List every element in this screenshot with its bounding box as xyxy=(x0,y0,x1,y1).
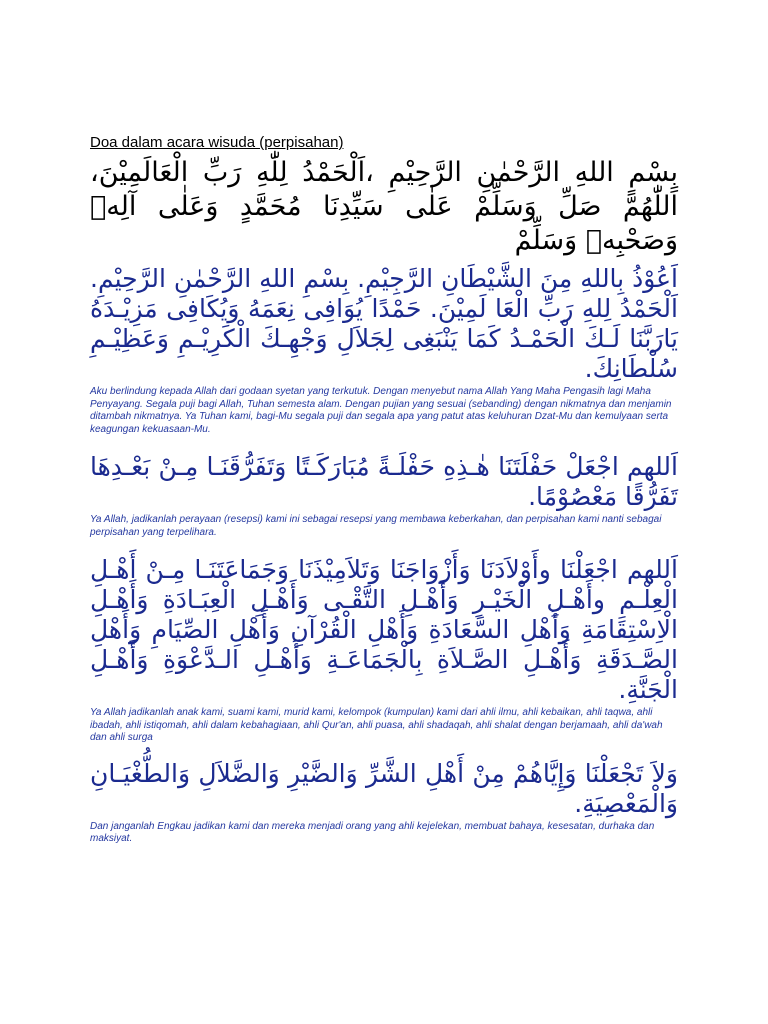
section-translation: Ya Allah, jadikanlah perayaan (resepsi) kami ini sebagai resepsi yang membawa keberkahan, dan perpisahan kami nanti sebagai perpisahan yang terpelihara. xyxy=(90,514,662,538)
section-arabic: اَللهم اجْعَلْ حَفْلَتَنَا هٰـذِهِ حَفْلَـةً مُبَارَكَـتًا وَتَفَرُّقَنَـا مِـنْ بَعْـدِهَا تَفَرُّقًا مَعْصُوْمًا. xyxy=(90,452,678,511)
section-translation: Ya Allah jadikanlah anak kami, suami kami, murid kami, kelompok (kumpulan) kami dari ahli ilmu, ahli kebaikan, ahli taqwa, ahli ibadah, ahli istiqomah, ahli dalam kebahagiaan, ahli Qur'an, ahli puasa, ahli shadaqah, ahli shalat dengan berjamaah, ahli da'wah dan ahli surga xyxy=(90,707,663,743)
section-doa-resepsi xyxy=(90,452,678,539)
section-taawudz xyxy=(90,264,678,436)
section-arabic: اَللهم اجْعَلْنَا وأَوْلاَدَنَا وَأَزْوَاجَنَا وَتَلاَمِيْذَنَا وَجَمَاعَتَنَـا مِـنْ أَهْـلِ الْعِلْـمِ وأَهْـلِ الْخَيْـرِ وَأَهْـلِ التَّقْـى وَأَهْـلِ الْعِبَـادَةِ وَأَهْـلِ الْاِسْتِقَامَةِ وَأَهْلِ السَّعَادَةِ وَأَهْلِ الْقُرْآنِ وَأَهْلِ الصِّيَامِ وَأَهْلِ الصَّـدَقَةِ وَأَهْـلِ الصَّـلاَةِ بِالْجَمَاعَـةِ وَأَهْـلِ الـدَّعْوَةِ وَأَهْـلِ الْجَنَّةِ. xyxy=(90,555,678,704)
section-translation: Dan janganlah Engkau jadikan kami dan mereka menjadi orang yang ahli kejelekan, membuat bahaya, kesesatan, durhaka dan maksiyat. xyxy=(90,820,655,844)
opening-arabic: بِسْمِ اللهِ الرَّحْمٰنِ الرَّحِيْمِ ،اَلْحَمْدُ لِلّٰهِ رَبِّ الْعَالَمِيْنَ، اَللّٰهُمَّ صَلِّ وَسَلِّمْ عَلٰى سَيِّدِنَا مُحَمَّدٍ وَعَلٰى آلِهٖ وَصَحْبِهٖ وَسَلِّمْ xyxy=(90,157,678,256)
document-page xyxy=(90,134,678,846)
section-doa-ahli xyxy=(90,555,678,745)
section-translation: Aku berlindung kepada Allah dari godaan syetan yang terkutuk. Dengan menyebut nama Allah Yang Maha Pengasih lagi Maha Penyayang. Segala puji bagi Allah, Tuhan semesta alam. Dengan pujian yang sesuai (sebanding) dengan nikmatnya dan menjamin ditambah nikmatnya. Ya Tuhan kami, bagi-Mu segala puji dan segala apa yang patut atas keluhuran Dzat-Mu dan kemulyaan serta keagungan kekuasaan-Mu. xyxy=(90,386,672,435)
section-arabic: اَعُوْذُ بِاللهِ مِنَ الشَّيْطَانِ الرَّجِيْمِ. بِسْمِ اللهِ الرَّحْمٰنِ الرَّحِيْمِ. اَلْحَمْدُ لِلهِ رَبِّ الْعَا لَمِيْنَ. حَمْدًا يُوَافِى نِعَمَهُ وَيُكَافِى مَزِيْـدَهُ يَارَبَّنَا لَـكَ الْحَمْـدُ كَمَا يَنْبَغِى لِجَلاَلِ وَجْهِـكَ الْكَرِيْـمِ وَعَظِيْـمِ سُلْطَانِكَ. xyxy=(90,264,678,383)
section-arabic: وَلاَ تَجْعَلْنَا وَإِيَّاهُمْ مِنْ أَهْلِ الشَّرِّ وَالضَّيْرِ وَالضَّلاَلِ وَالطُّغْيَـانِ وَالْمَعْصِيَةِ. xyxy=(90,758,678,818)
section-doa-perlindungan xyxy=(90,759,678,846)
document-title: Doa dalam acara wisuda (perpisahan) xyxy=(90,134,344,151)
